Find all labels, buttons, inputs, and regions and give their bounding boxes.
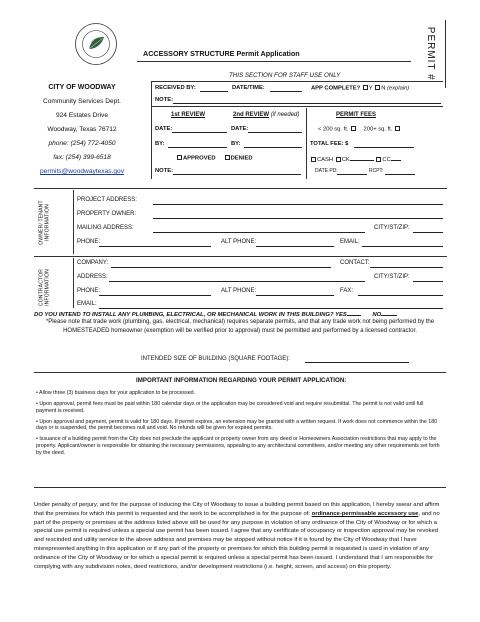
owner-side-label-line1: OWNER/ TENANT — [38, 200, 45, 245]
staff-banner: THIS SECTION FOR STAFF USE ONLY — [229, 72, 341, 79]
contractor-phone-label: PHONE: — [77, 288, 101, 294]
info-item: • Upon approval, permit fees must be paid within 180 calendar days or the application may be considered void and require resubmittal. The permit is not valid until full payment is received. — [36, 400, 424, 414]
owner-city-st-zip-field[interactable] — [413, 232, 443, 233]
contractor-city-st-zip-label: CITY/ST/ZIP: — [374, 274, 410, 280]
contractor-side-label-line1: CONTRACTOR — [38, 268, 45, 307]
fee-small-checkbox[interactable] — [351, 126, 356, 131]
contractor-email-label: EMAIL: — [77, 301, 97, 307]
trade-no-field[interactable] — [381, 310, 397, 316]
contractor-phone-field[interactable] — [99, 295, 211, 296]
project-address-field[interactable] — [153, 204, 443, 205]
second-review-by-field[interactable] — [244, 147, 302, 148]
property-owner-field[interactable] — [153, 218, 443, 219]
payment-options — [310, 155, 401, 164]
app-complete-yes-label: Y — [368, 85, 373, 92]
info-item: • Issuance of a building permit from the City does not preclude the applicant or property owner from any deed or Homeowners Association restrictions that may apply to the property. Applicant/owner is responsible for obtaining the necessary permissions, appealing to any architectural committees, and/or meeting any other requirements set forth by the deed. — [36, 436, 440, 456]
second-review-note: (if needed) — [270, 112, 300, 118]
company-field[interactable] — [111, 267, 331, 268]
cc-checkbox[interactable] — [376, 157, 381, 162]
staff-fee-divider — [306, 108, 307, 179]
permit-fees-heading: PERMIT FEES — [336, 112, 377, 118]
approved-label: APPROVED — [183, 155, 216, 162]
info-item: • Upon approval and payment, permit is valid for 180 days. If permit expires, an extension may be granted with a written request. If work does not commence within the 180 days or is suspended, the permit becomes null and void. No refunds will be given for expired permits. — [36, 418, 438, 432]
fee-options — [318, 126, 401, 133]
city-seal — [74, 22, 118, 66]
contractor-alt-phone-label: ALT PHONE: — [221, 288, 257, 294]
owner-side-label-line2: INFORMATION — [44, 204, 50, 241]
second-review-heading — [233, 112, 299, 119]
contact-field[interactable] — [370, 267, 443, 268]
second-review-date-field[interactable] — [248, 132, 302, 133]
first-review-heading: 1st REVIEW — [171, 112, 206, 118]
staff-note-field[interactable] — [173, 103, 441, 104]
second-review-date-label: DATE: — [231, 126, 249, 132]
owner-alt-phone-label: ALT PHONE: — [221, 239, 257, 245]
owner-email-label: EMAIL: — [340, 239, 360, 245]
receipt-field[interactable] — [385, 174, 415, 175]
city-phone: phone: (254) 772-4050 — [48, 140, 116, 147]
trade-yes-field[interactable] — [347, 310, 361, 316]
trade-note: *Please note that trade work (plumbing, gas, electrical, mechanical) requires separate permits, and that any trade work not being performed by the HOMESTEADED homeowner (exemption will be verified prior to approval) must be permitted and performed by a licensed contractor. — [45, 319, 435, 334]
received-by-label: RECEIVED BY: — [155, 85, 196, 91]
app-complete-text: APP COMPLETE? — [311, 85, 361, 92]
info-item: • Allow three (3) business days for your application to be processed. — [36, 390, 196, 396]
contractor-city-st-zip-field[interactable] — [413, 281, 443, 282]
date-time-field[interactable] — [270, 91, 302, 92]
total-fee-label: TOTAL FEE: $ — [310, 141, 349, 147]
total-fee-field[interactable] — [354, 147, 414, 148]
fee-large-checkbox[interactable] — [395, 126, 400, 131]
ck-number-field[interactable] — [350, 155, 374, 161]
approved-checkbox[interactable] — [177, 155, 182, 160]
second-review-by-label: BY: — [231, 141, 241, 147]
permit-number-tab — [418, 22, 442, 86]
city-fax: fax: (254) 399-6518 — [53, 154, 111, 161]
city-address: 924 Estates Drive — [55, 112, 109, 119]
first-review-by-label: BY: — [155, 141, 165, 147]
cc-label: CC — [382, 157, 391, 163]
app-complete-label — [311, 85, 409, 92]
ck-label: CK — [341, 157, 350, 163]
owner-email-field[interactable] — [362, 246, 443, 247]
owner-side-label — [40, 200, 51, 246]
owner-section-top-rule — [34, 188, 447, 189]
trade-question-text: DO YOU INTEND TO INSTALL ANY PLUMBING, ELECTRICAL, OR MECHANICAL WORK IN THIS BUILDING? YES — [34, 312, 347, 318]
first-review-date-field[interactable] — [172, 132, 227, 133]
form-title: ACCESSORY STRUCTURE Permit Application — [143, 49, 300, 58]
company-label: COMPANY: — [77, 260, 109, 266]
mailing-address-label: MAILING ADDRESS: — [77, 225, 134, 231]
approval-options — [176, 155, 253, 162]
date-paid-label: DATE PD: — [315, 168, 338, 174]
affidavit-after: , and no part of the property or premises at the address listed above will be used for any purpose in violation of any ordinance of the City of Woodway or for which a special use permit is required unless a special use permit has been issued. I agree that any certificate of occupancy or inspection approval may be revoked and rescinded and utility service to the above address and premises may be stopped without notice if it is found by the City of Woodway that I have misrepresented anything in this application or if any part of the property or premises for which this building permit is requested is used in violation of any ordinance of the City of Woodway or for which a special permit is required unless a special permit has been issued. I understand that I am responsible for complying with any subdivision notes, deed restrictions, and/or development restrictions (i.e. height, screen, and access) on this property. — [34, 510, 440, 570]
size-field[interactable] — [305, 362, 409, 363]
staff-section-top-rule — [151, 81, 443, 82]
contractor-side-label — [40, 265, 51, 311]
second-review-text: 2nd REVIEW — [233, 112, 270, 118]
title-rule — [137, 61, 411, 62]
trade-no-label: NO — [372, 312, 382, 318]
first-review-date-label: DATE: — [155, 126, 173, 132]
affidavit-text — [34, 501, 446, 571]
owner-phone-field[interactable] — [99, 246, 211, 247]
contractor-fax-label: FAX: — [340, 288, 354, 294]
denied-checkbox[interactable] — [225, 155, 230, 160]
receipt-label: RCPT: — [369, 168, 384, 174]
city-citystate: Woodway, Texas 76712 — [47, 126, 117, 133]
permit-number-box[interactable] — [445, 20, 446, 88]
size-label: INTENDED SIZE OF BUILDING (SQUARE FOOTAGE): — [141, 356, 290, 362]
owner-alt-phone-field[interactable] — [256, 246, 334, 247]
staff-bottom-note-label: NOTE: — [155, 168, 174, 174]
fee-small-label: < 200 sq. ft. — [318, 126, 349, 133]
owner-city-st-zip-label: CITY/ST/ZIP: — [374, 225, 410, 231]
ck-checkbox[interactable] — [336, 157, 341, 162]
mailing-address-field[interactable] — [153, 232, 365, 233]
contractor-address-field[interactable] — [109, 281, 365, 282]
owner-side-divider — [73, 190, 74, 254]
info-list — [36, 390, 440, 461]
app-complete-no-label: N — [381, 85, 386, 92]
contractor-email-field[interactable] — [99, 308, 443, 309]
contractor-side-divider — [73, 258, 74, 308]
contractor-section-top-rule — [34, 256, 447, 257]
app-complete-explain: (explain) — [387, 85, 410, 92]
contact-label: CONTACT: — [340, 260, 370, 266]
denied-label: DENIED — [230, 155, 253, 162]
app-complete-no-checkbox[interactable] — [375, 85, 380, 90]
contractor-alt-phone-field[interactable] — [256, 295, 334, 296]
cc-number-field[interactable] — [391, 155, 401, 161]
fee-large-label: 200+ sq. ft. — [363, 126, 393, 133]
cash-checkbox[interactable] — [311, 157, 316, 162]
project-address-label: PROJECT ADDRESS: — [77, 197, 137, 203]
app-complete-yes-checkbox[interactable] — [363, 85, 368, 90]
date-time-label: DATE/TIME: — [232, 85, 265, 91]
city-name: CITY OF WOODWAY — [48, 84, 116, 91]
permit-number-label: PERMIT # — [424, 26, 436, 81]
city-email-link[interactable]: permits@woodwaytexas.gov — [39, 168, 125, 175]
contractor-address-label: ADDRESS: — [77, 274, 108, 280]
date-paid-field[interactable] — [337, 174, 367, 175]
first-review-by-field[interactable] — [168, 147, 227, 148]
staff-note-rule — [151, 106, 443, 107]
received-by-field[interactable] — [200, 91, 228, 92]
contractor-fax-field[interactable] — [358, 295, 443, 296]
property-owner-label: PROPERTY OWNER: — [77, 211, 137, 217]
city-dept: Community Services Dept. — [42, 98, 122, 105]
staff-section-left-border — [151, 81, 152, 179]
owner-phone-label: PHONE: — [77, 239, 101, 245]
staff-note-label: NOTE: — [155, 97, 174, 103]
staff-bottom-note-field[interactable] — [173, 174, 301, 175]
affidavit-emphasis: ordinance-permissable accessory use — [311, 510, 419, 517]
info-heading: IMPORTANT INFORMATION REGARDING YOUR PERMIT APPLICATION: — [136, 377, 347, 384]
cash-label: CASH — [317, 157, 334, 163]
affidavit-before: Under penalty of perjury, and for the purpose of inducing the City of Woodway to issue a building permit based on this application, I hereby swear and affirm that the premises for which this permit is requested and the work to be accomplished is for the purpose of: — [34, 502, 440, 517]
contractor-side-label-line2: INFORMATION — [44, 269, 50, 306]
